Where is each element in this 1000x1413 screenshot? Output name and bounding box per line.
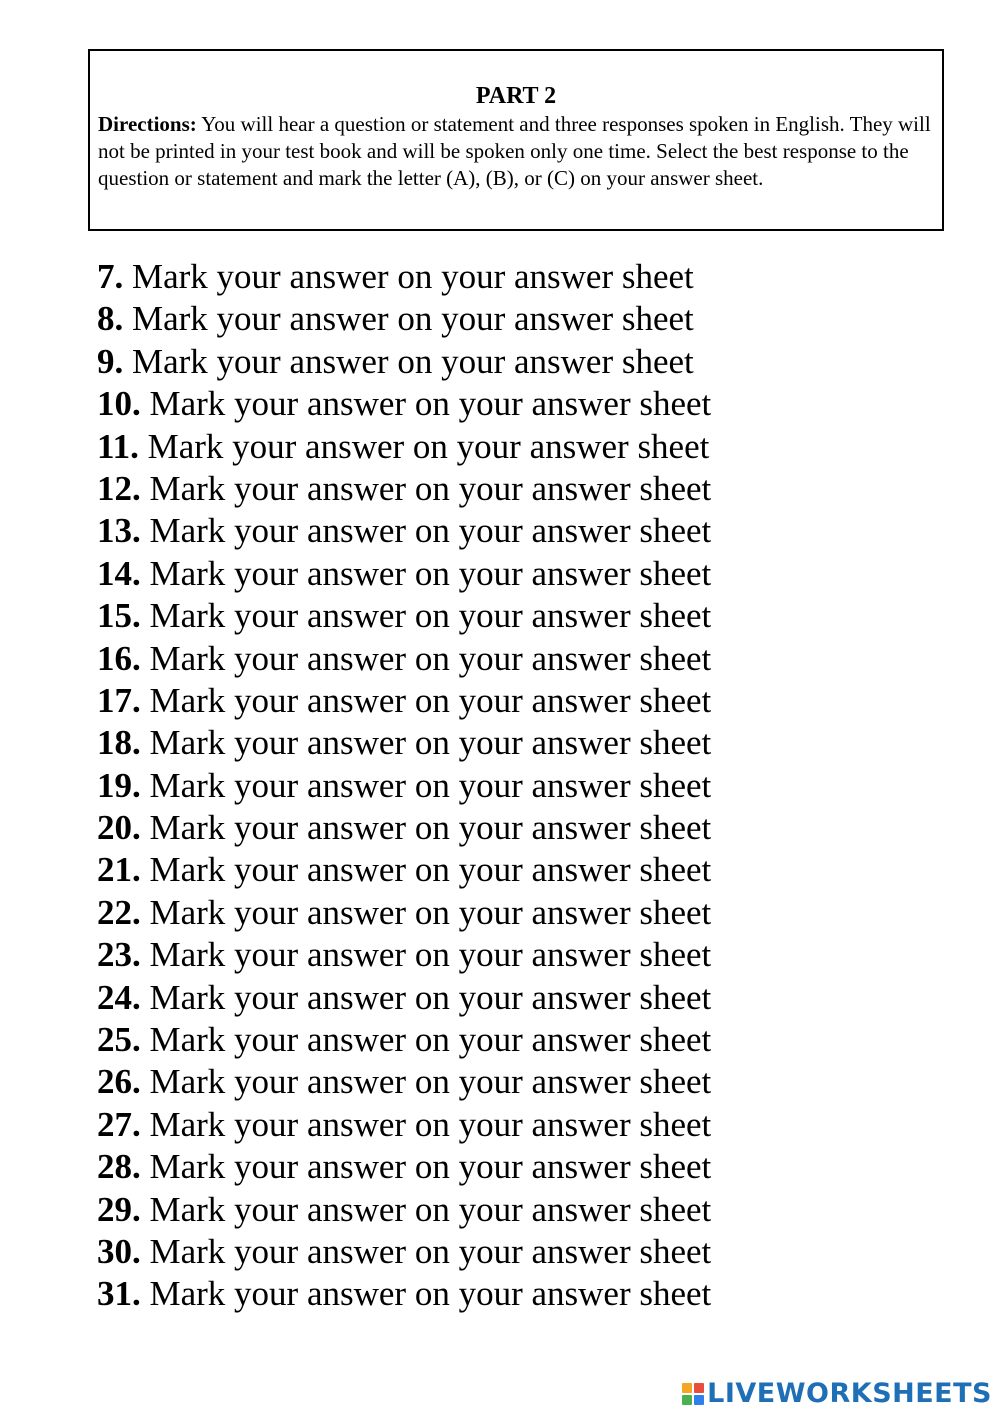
question-text: Mark your answer on your answer sheet [149,892,712,932]
question-text: Mark your answer on your answer sheet [132,257,694,296]
question-item [97,1146,711,1188]
question-text: Mark your answer on your answer sheet [149,1062,712,1102]
watermark [682,1378,992,1409]
question-number: 19. [97,765,141,805]
question-item [97,1273,711,1315]
question-text: Mark your answer on your answer sheet [149,1147,712,1187]
question-number: 29. [97,1189,141,1229]
question-number: 24. [97,977,141,1017]
question-number: 16. [97,638,141,678]
question-item [97,1061,711,1103]
question-item [97,807,711,849]
question-item [97,892,711,934]
question-text: Mark your answer on your answer sheet [149,935,712,975]
question-number: 22. [97,892,141,932]
question-number: 17. [97,680,141,720]
question-item [97,849,711,891]
logo-tile [682,1395,692,1405]
question-number: 11. [97,426,139,466]
question-item [97,595,711,637]
question-text: Mark your answer on your answer sheet [147,426,710,466]
question-text: Mark your answer on your answer sheet [149,1104,712,1144]
liveworksheets-logo-icon [682,1383,704,1405]
question-item [97,1019,711,1061]
question-text: Mark your answer on your answer sheet [149,977,712,1017]
question-number: 27. [97,1104,141,1144]
directions-text: You will hear a question or statement and three responses spoken in English. They will not be printed in your test book and will be spoken only one time. Select the best response to the question or statement and mark the letter (A), (B), or (C) on your answer sheet. [98,112,931,190]
directions-label: Directions: [98,112,197,136]
question-item [97,1189,711,1231]
question-item [97,553,711,595]
question-item [97,722,711,764]
logo-tile [694,1383,704,1393]
question-text: Mark your answer on your answer sheet [132,341,694,381]
question-text: Mark your answer on your answer sheet [149,553,712,593]
watermark-text: LIVEWORKSHEETS [707,1378,992,1409]
question-number: 9. [97,341,124,381]
question-number: 13. [97,511,141,551]
question-number: 30. [97,1231,141,1271]
question-item [97,383,711,425]
question-text: Mark your answer on your answer sheet [149,1020,712,1060]
question-item [97,765,711,807]
part-title: PART 2 [475,83,557,109]
question-text: Mark your answer on your answer sheet [149,723,712,763]
question-list [97,256,711,1316]
question-item [97,468,711,510]
question-text: Mark your answer on your answer sheet [132,299,694,339]
question-item [97,510,711,552]
question-text: Mark your answer on your answer sheet [149,1274,712,1314]
question-number: 8. [97,299,124,339]
directions-paragraph [98,111,934,192]
question-number: 26. [97,1062,141,1102]
question-number: 18. [97,723,141,763]
question-item [97,426,711,468]
question-text: Mark your answer on your answer sheet [149,638,712,678]
question-text: Mark your answer on your answer sheet [149,384,712,424]
question-text: Mark your answer on your answer sheet [149,765,712,805]
question-number: 28. [97,1147,141,1187]
question-item [97,256,711,298]
logo-tile [694,1395,704,1405]
question-text: Mark your answer on your answer sheet [149,511,712,551]
question-number: 12. [97,468,141,508]
question-item [97,298,711,340]
question-item [97,934,711,976]
question-number: 10. [97,384,141,424]
question-item [97,638,711,680]
question-text: Mark your answer on your answer sheet [149,850,712,890]
question-item [97,341,711,383]
directions-box [88,49,944,231]
question-number: 20. [97,808,141,848]
question-number: 23. [97,935,141,975]
question-number: 15. [97,596,141,636]
question-text: Mark your answer on your answer sheet [149,1189,712,1229]
question-item [97,1231,711,1273]
question-number: 21. [97,850,141,890]
question-text: Mark your answer on your answer sheet [149,596,712,636]
question-text: Mark your answer on your answer sheet [149,1231,712,1271]
logo-tile [682,1383,692,1393]
question-text: Mark your answer on your answer sheet [149,680,712,720]
question-item [97,977,711,1019]
question-number: 25. [97,1020,141,1060]
question-number: 14. [97,553,141,593]
question-item [97,1104,711,1146]
question-number: 31. [97,1274,141,1314]
question-item [97,680,711,722]
question-text: Mark your answer on your answer sheet [149,468,712,508]
question-text: Mark your answer on your answer sheet [149,808,712,848]
question-number: 7. [97,257,124,296]
